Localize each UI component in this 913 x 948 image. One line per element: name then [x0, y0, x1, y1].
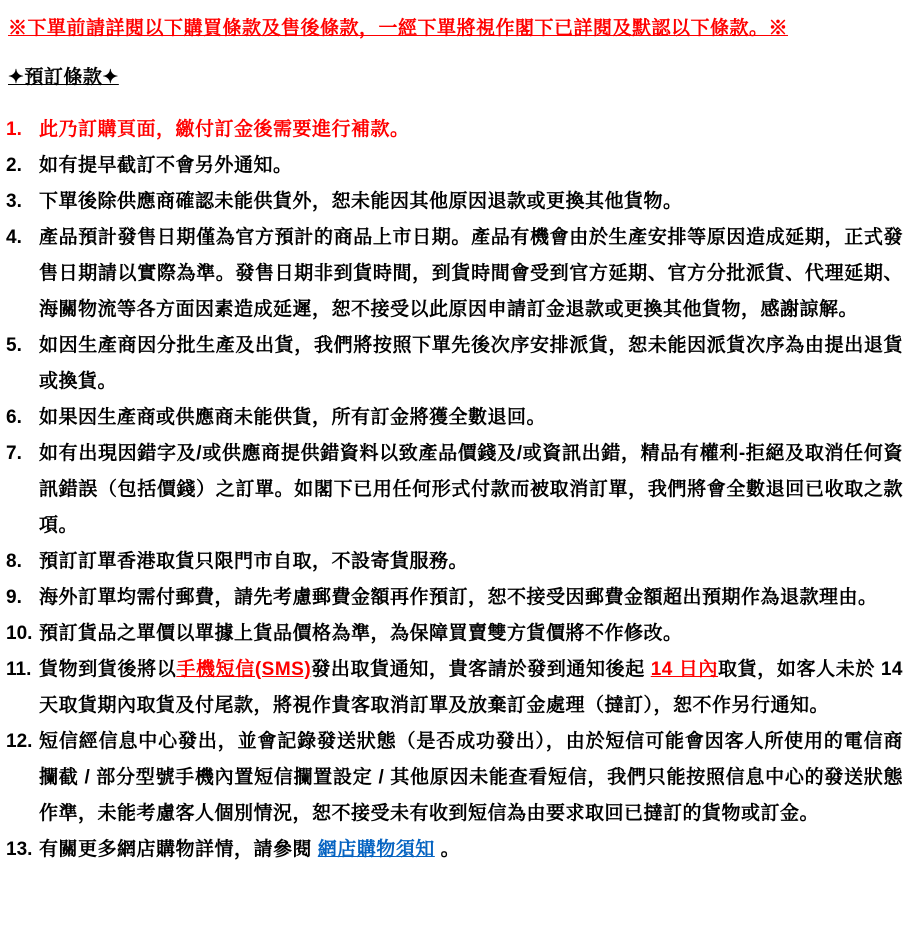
- term-item: [6, 436, 903, 544]
- term-item: [6, 580, 903, 616]
- term-text: [39, 400, 903, 436]
- term-text: [39, 580, 903, 616]
- term-number: 1.: [6, 119, 22, 140]
- term-item: [6, 400, 903, 436]
- term-segment: 手機短信(SMS): [176, 659, 312, 680]
- term-item: [6, 544, 903, 580]
- term-item: [6, 328, 903, 400]
- term-text: [39, 724, 903, 832]
- term-segment: 取貨，如客人未於 14 天取貨期內取貨及付尾款，將視作貴客取消訂單及放棄訂金處理（撻訂），恕不作另行通知。: [39, 659, 903, 716]
- term-segment: 下單後除供應商確認未能供貨外，恕未能因其他原因退款或更換其他貨物。: [39, 191, 683, 212]
- term-item: [6, 724, 903, 832]
- term-number: 6.: [6, 407, 22, 428]
- term-number: 11.: [6, 659, 32, 680]
- term-number: 8.: [6, 551, 22, 572]
- term-segment: 海外訂單均需付郵費，請先考慮郵費金額再作預訂，恕不接受因郵費金額超出預期作為退款理由。: [39, 587, 878, 608]
- term-segment: 預訂訂單香港取貨只限門市自取，不設寄貨服務。: [39, 551, 469, 572]
- term-segment: 如有提早截訂不會另外通知。: [39, 155, 293, 176]
- document-title: ※下單前請詳閱以下購買條款及售後條款，一經下單將視作閣下已詳閱及默認以下條款。※: [8, 18, 789, 39]
- term-text: [39, 652, 903, 724]
- term-text: [39, 148, 903, 184]
- term-text: [39, 544, 903, 580]
- term-number: 4.: [6, 227, 22, 248]
- term-number: 3.: [6, 191, 22, 212]
- term-text: [39, 832, 903, 868]
- term-text: [39, 220, 903, 328]
- term-segment: 如果因生產商或供應商未能供貨，所有訂金將獲全數退回。: [39, 407, 547, 428]
- term-segment: 發出取貨通知，貴客請於發到通知後起: [311, 659, 651, 680]
- term-item: [6, 616, 903, 652]
- term-segment: 如有出現因錯字及/或供應商提供錯資料以致產品價錢及/或資訊出錯，精品有權利-拒絕及取消任何資訊錯誤（包括價錢）之訂單。如閣下已用任何形式付款而被取消訂單，我們將會全數退回已收取之款項。: [39, 443, 903, 536]
- term-segment: 產品預計發售日期僅為官方預計的商品上市日期。產品有機會由於生產安排等原因造成延期，正式發售日期請以實際為準。發售日期非到貨時間，到貨時間會受到官方延期、官方分批派貨、代理延期、海關物流等各方面因素造成延遲，恕不接受以此原因申請訂金退款或更換其他貨物，感謝諒解。: [39, 227, 903, 320]
- term-segment: 此乃訂購頁面，繳付訂金後需要進行補款。: [39, 119, 410, 140]
- term-segment: 短信經信息中心發出，並會記錄發送狀態（是否成功發出），由於短信可能會因客人所使用的電信商攔截 / 部分型號手機內置短信攔置設定 / 其他原因未能查看短信，我們只能按照信息中心的發送狀態作準，未能考慮客人個別情況，恕不接受未有收到短信為由要求取回已撻訂的貨物或訂金。: [39, 731, 903, 824]
- term-text: [39, 328, 903, 400]
- term-segment: 貨物到貨後將以: [39, 659, 177, 680]
- shop-guide-link[interactable]: 網店購物須知: [317, 839, 435, 860]
- section-heading-preorder-terms: ✦預訂條款✦: [8, 67, 119, 88]
- term-number: 13.: [6, 839, 33, 860]
- term-item: [6, 112, 903, 148]
- term-number: 5.: [6, 335, 22, 356]
- term-item: [6, 832, 903, 868]
- term-segment: 14 日內: [650, 659, 718, 680]
- term-segment: 。: [434, 839, 461, 860]
- term-number: 9.: [6, 587, 22, 608]
- term-segment: 有關更多網店購物詳情，請參閱: [39, 839, 318, 860]
- term-item: [6, 220, 903, 328]
- term-number: 7.: [6, 443, 22, 464]
- term-number: 10.: [6, 623, 33, 644]
- term-number: 12.: [6, 731, 33, 752]
- terms-list: [6, 112, 903, 868]
- term-text: [39, 112, 903, 148]
- term-segment: 如因生產商因分批生產及出貨，我們將按照下單先後次序安排派貨，恕未能因派貨次序為由提出退貨或換貨。: [39, 335, 903, 392]
- term-text: [39, 184, 903, 220]
- term-text: [39, 616, 903, 652]
- term-item: [6, 148, 903, 184]
- term-text: [39, 436, 903, 544]
- term-item: [6, 184, 903, 220]
- term-segment: 預訂貨品之單價以單據上貨品價格為準，為保障買賣雙方貨價將不作修改。: [39, 623, 683, 644]
- term-number: 2.: [6, 155, 22, 176]
- term-item: [6, 652, 903, 724]
